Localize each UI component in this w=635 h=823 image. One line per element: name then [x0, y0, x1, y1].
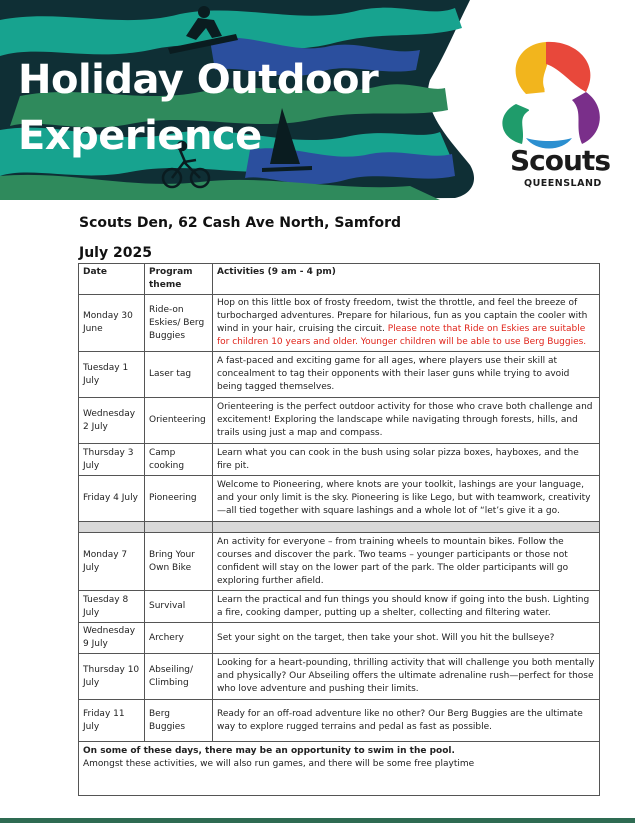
table-row: [79, 295, 600, 352]
activity-note: Please note that Ride on Eskies are suitable for children 10 years and older. Younger children will be able to use Berg Buggies.: [217, 324, 587, 347]
logo-wordmark: Scouts: [510, 144, 610, 177]
table-row: [79, 398, 600, 444]
activity-text: Hop on this little box of frosty freedom, twist the throttle, and feel the breeze of turbocharged adventures. Prepare for hilarious, fun as you captain the cooler with wind in your hair, cruising the circuit.: [217, 298, 588, 334]
row-activity: Learn the practical and fun things you should know if going into the bush. Lighting a fire, cooking damper, putting up a shelter, collecting and filtering water.: [213, 591, 600, 623]
table-row: [79, 444, 600, 476]
row-theme: Orienteering: [145, 398, 213, 444]
table-row: [79, 700, 600, 742]
footer-cell: [79, 742, 600, 796]
row-activity: Orienteering is the perfect outdoor activity for those who crave both challenge and excitement! Exploring the landscape while navigating through forests, hills, and trails using just a map and compass.: [213, 398, 600, 444]
header-theme: Program theme: [145, 264, 213, 295]
row-date: Monday 7 July: [79, 533, 145, 591]
row-activity: An activity for everyone – from training wheels to mountain bikes. Follow the courses and discover the park. Two teams – younger participants or those not confident will stay on the lower part of the park. The older participants will go exploring further afield.: [213, 533, 600, 591]
row-theme: Survival: [145, 591, 213, 623]
row-activity: Ready for an off-road adventure like no other? Our Berg Buggies are the ultimate way to explore rugged terrains and pedal as fast as possible.: [213, 700, 600, 742]
title-line-2: Experience: [18, 113, 262, 159]
row-date: Monday 30 June: [79, 295, 145, 352]
row-date: Thursday 3 July: [79, 444, 145, 476]
table-row: [79, 591, 600, 623]
separator-cell: [145, 522, 213, 533]
row-activity: Looking for a heart-pounding, thrilling activity that will challenge you both mentally and physically? Our Abseiling offers the ultimate adrenaline rush—perfect for those who love adventure and pushing their limits.: [213, 654, 600, 700]
table-row: [79, 476, 600, 522]
separator-cell: [213, 522, 600, 533]
footer-bold-note: On some of these days, there may be an opportunity to swim in the pool.: [83, 746, 455, 756]
row-theme: Laser tag: [145, 352, 213, 398]
logo-subtitle: QUEENSLAND: [524, 178, 602, 189]
row-date: Wednesday 2 July: [79, 398, 145, 444]
row-date: Wednesday 9 July: [79, 623, 145, 654]
row-date: Thursday 10 July: [79, 654, 145, 700]
row-activity: Learn what you can cook in the bush using solar pizza boxes, hayboxes, and the fire pit.: [213, 444, 600, 476]
footer-note: Amongst these activities, we will also run games, and there will be some free playtime: [83, 759, 475, 769]
row-date: Tuesday 1 July: [79, 352, 145, 398]
row-date: Friday 4 July: [79, 476, 145, 522]
row-date: Tuesday 8 July: [79, 591, 145, 623]
schedule-table: [78, 263, 600, 796]
table-row: [79, 533, 600, 591]
table-row: [79, 623, 600, 654]
table-header-row: [79, 264, 600, 295]
month-heading: July 2025: [79, 245, 152, 261]
row-date: Friday 11 July: [79, 700, 145, 742]
table-row: [79, 352, 600, 398]
row-theme: Camp cooking: [145, 444, 213, 476]
row-activity: Set your sight on the target, then take your shot. Will you hit the bullseye?: [213, 623, 600, 654]
venue-address: Scouts Den, 62 Cash Ave North, Samford: [79, 215, 402, 231]
page-title: [18, 52, 378, 164]
separator-cell: [79, 522, 145, 533]
row-theme: Bring Your Own Bike: [145, 533, 213, 591]
title-line-1: Holiday Outdoor: [18, 57, 379, 103]
bottom-border: [0, 818, 635, 823]
row-theme: Ride-on Eskies/ Berg Buggies: [145, 295, 213, 352]
row-theme: Pioneering: [145, 476, 213, 522]
table-footer-row: [79, 742, 600, 796]
header-banner: [0, 0, 635, 200]
row-theme: Abseiling/ Climbing: [145, 654, 213, 700]
row-activity: [213, 295, 600, 352]
week-separator-row: [79, 522, 600, 533]
row-activity: A fast-paced and exciting game for all ages, where players use their skill at concealment to tag their opponents with their laser guns while trying to avoid being tagged themselves.: [213, 352, 600, 398]
table-row: [79, 654, 600, 700]
row-theme: Berg Buggies: [145, 700, 213, 742]
header-date: Date: [79, 264, 145, 295]
header-activities: Activities (9 am - 4 pm): [213, 264, 600, 295]
row-activity: Welcome to Pioneering, where knots are your toolkit, lashings are your language, and your only limit is the sky. Pioneering is like Lego, but with teamwork, creativity—all tied together with square lashings and a whole lot of “let’s give it a go.: [213, 476, 600, 522]
row-theme: Archery: [145, 623, 213, 654]
